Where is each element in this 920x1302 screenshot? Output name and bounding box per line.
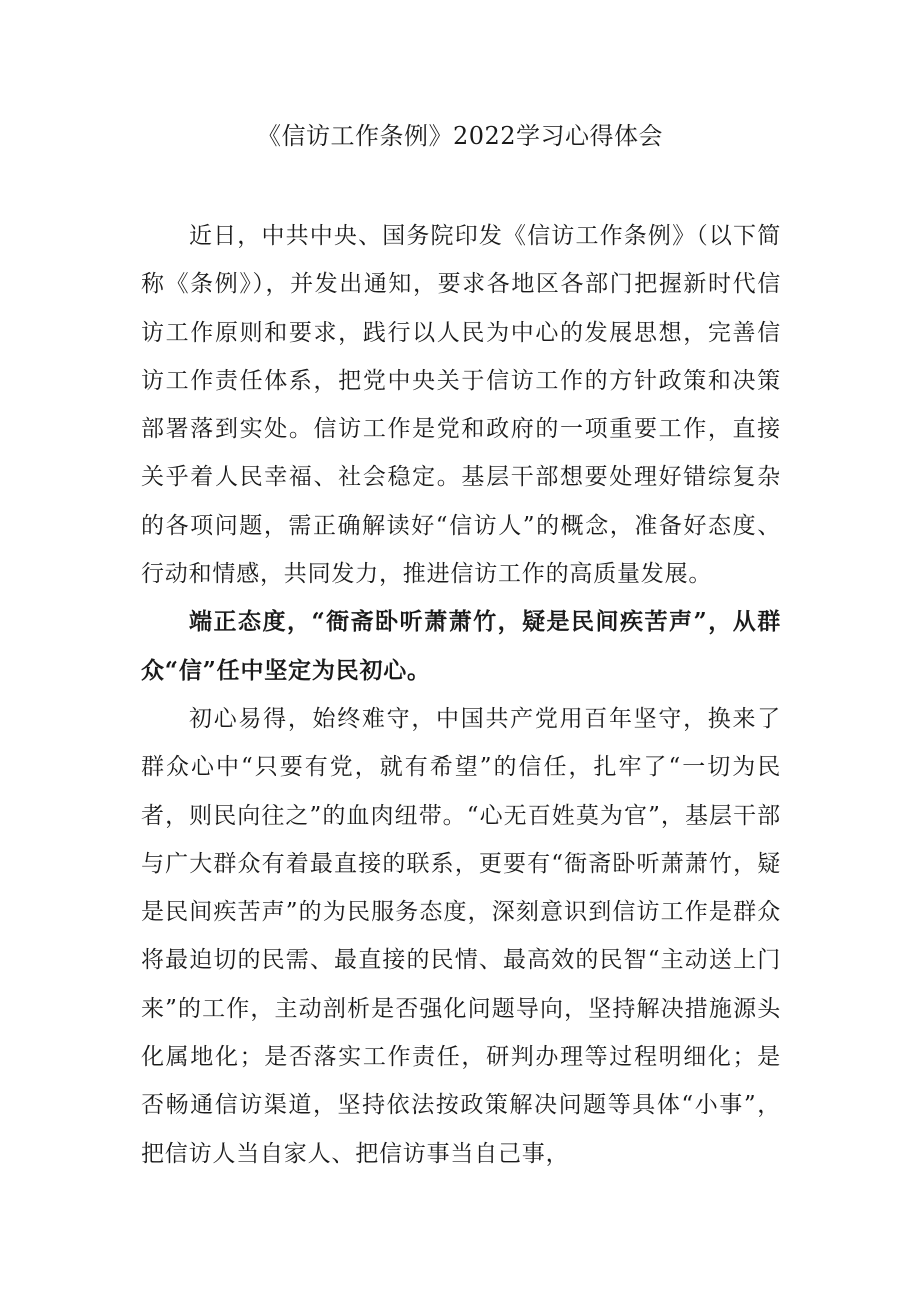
document-title: 《信访工作条例》2022学习心得体会 — [256, 122, 664, 150]
body-paragraph: 近日，中共中央、国务院印发《信访工作条例》（以下简称《条例》），并发出通知，要求各地区各部门把握新时代信访工作原则和要求，践行以人民为中心的发展思想，完善信访工作责任体系，把党中央关于信访工作的方针政策和决策部署落到实处。信访工作是党和政府的一项重要工作，直接关乎着人民幸福、社会稳定。基层干部想要处理好错综复杂的各项问题，需正确解读好“信访人”的概念，准备好态度、行动和情感，共同发力，推进信访工作的高质量发展。 — [141, 223, 781, 588]
body-paragraph: 初心易得，始终难守，中国共产党用百年坚守，换来了群众心中“只要有党，就有希望”的信任，扎牢了“一切为民者，则民向往之”的血肉纽带。“心无百姓莫为官”，基层干部与广大群众有着最直接的联系，更要有“衙斋卧听萧萧竹，疑是民间疾苦声”的为民服务态度，深刻意识到信访工作是群众将最迫切的民需、最直接的民情、最高效的民智“主动送上门来”的工作，主动剖析是否强化问题导向，坚持解决措施源头化属地化；是否落实工作责任，研判办理等过程明细化；是否畅通信访渠道，坚持依法按政策解决问题等具体“小事”，把信访人当自家人、把信访事当自己事， — [141, 705, 781, 1167]
section-heading: 端正态度，“衙斋卧听萧萧竹，疑是民间疾苦声”，从群众“信”任中坚定为民初心。 — [141, 608, 781, 684]
document-body — [141, 212, 781, 1178]
